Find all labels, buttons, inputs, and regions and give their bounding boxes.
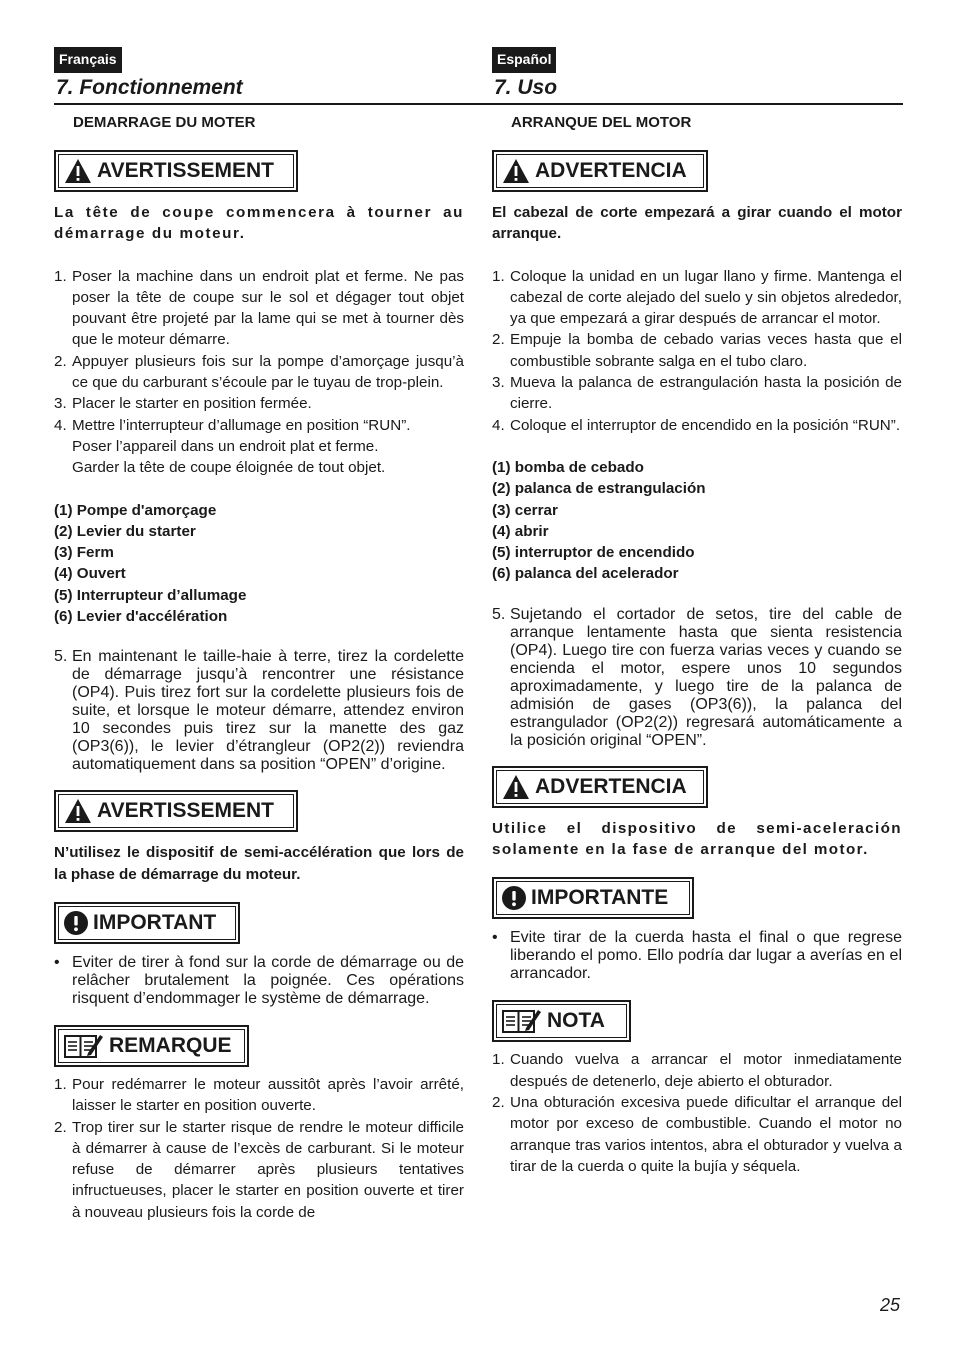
warning-text-spanish-2: Utilice el dispositivo de semi-aceleración solamente en la fase de arranque del motor. [492,819,902,859]
list-item: 2. Una obturación excesiva puede dificultar el arranque del motor por exceso de combustible. Cuando el motor no arranque tras varios intentos, abra el obturador y vuelva a tirar de la cuerda o quite la bujía y séquela. [492,1093,902,1175]
part-label: (5) Interrupteur d’allumage [54,586,247,604]
notebook-icon [64,1033,104,1059]
part-label: (4) Ouvert [54,565,126,583]
steps-list-french [54,266,464,479]
part-label: (6) Levier d'accélération [54,608,228,626]
list-item: 4. Mettre l’interrupteur d’allumage en position “RUN”. Poser l’appareil dans un endroit plat et ferme. Garder la tête de coupe éloignée de tout objet. [54,416,411,477]
part-label: (2) Levier du starter [54,522,196,540]
warning-label-french-1: AVERTISSEMENT [97,159,274,182]
warning-label-spanish-1: ADVERTENCIA [535,159,687,182]
warning-box-french-1 [54,150,298,192]
part-label: (1) Pompe d'amorçage [54,501,217,519]
important-box-french [54,902,240,944]
nota-box-spanish [492,1000,631,1042]
list-item: 4. Coloque el interruptor de encendido en la posición “RUN”. [492,416,901,434]
list-item: 2. Empuje la bomba de cebado varias veces hasta que el combustible sobrante salga en el tubo claro. [492,331,902,370]
list-item: 3. Placer le starter en position fermée. [54,395,312,413]
section-title-spanish: 7. Uso [494,76,558,99]
part-label: (4) abrir [492,522,549,540]
part-labels-spanish [492,457,902,585]
language-tab-french: Français [54,47,122,73]
french-content [54,114,464,1223]
steps-list-spanish [492,266,902,436]
warning-triangle-icon [502,158,530,184]
important-label-french: IMPORTANT [93,910,217,934]
warning-text-french-2: N’utilisez le dispositif de semi-accélération que lors de la phase de démarrage du moteur. [54,844,464,883]
list-item: 2. Appuyer plusieurs fois sur la pompe d’amorçage jusqu’à ce que du carburant s’écoule par le tuyau de trop-plein. [54,352,464,392]
nota-label-spanish: NOTA [547,1009,605,1033]
warning-triangle-icon [502,774,530,800]
notebook-icon [502,1008,542,1034]
remarque-list-french [54,1074,464,1223]
part-labels-french [54,500,464,628]
warning-text-french-1: La tête de coupe commencera à tourner au démarrage du moteur. [54,204,464,243]
step-5-french: 5. En maintenant le taille-haie à terre, tirez la cordelette de démarrage jusqu’à rencontrer une résistance (OP4). Puis tirez fort sur la cordelette plusieurs fois de suite, et lorsque le moteur démarre, attendez environ 10 secondes puis tirez sur la manette des gaz (OP3(6)), le levier d’étrangleur (OP2(2)) reviendra automatiquement dans sa position “OPEN” d’origine. [54,648,464,774]
step-5-spanish: 5. Sujetando el cortador de setos, tire del cable de arranque lentamente hasta que sienta resistencia (OP4). Luego tire con fuerza varias veces y cuando se encienda el motor, espere unos 10 segundos aproximadamente, y luego tire de la palanca de admisión de gases (OP3(6)), la palanca del estrangulador (OP2(2)) regresará automáticamente a la posición original “OPEN”. [492,605,902,749]
part-label: (3) cerrar [492,501,558,519]
list-item: 1. Pour redémarrer le moteur aussitôt après l’avoir arrêté, laisser le starter en position ouverte. [54,1075,464,1115]
section-title-french: 7. Fonctionnement [56,76,243,99]
warning-box-french-2 [54,790,298,832]
subheading-french: DEMARRAGE DU MOTER [73,114,256,131]
list-item: 1. Poser la machine dans un endroit plat et ferme. Ne pas poser la tête de coupe sur le sol et dégager tout objet pouvant être projeté par la lame qui se met à tourner dès que le moteur démarre. [54,267,464,349]
list-item: 1. Coloque la unidad en un lugar llano y firme. Mantenga el cabezal de corte alejado del suelo y sin objetos alrededor, ya que empezará a girar después de arrancar el motor. [492,267,902,328]
part-label: (3) Ferm [54,544,114,562]
list-item: 1. Cuando vuelva a arrancar el motor inmediatamente después de detenerlo, deje abierto el obturador. [492,1051,902,1090]
important-bullet-french: • Eviter de tirer à fond sur la corde de démarrage ou de relâcher brutalement la poignée. Ces opérations risquent d’endommager le système de démarrage. [54,953,464,1007]
list-item: 3. Mueva la palanca de estrangulación hasta la posición de cierre. [492,374,902,413]
warning-triangle-icon [64,158,92,184]
warning-label-french-2: AVERTISSEMENT [97,799,274,823]
warning-text-spanish-1: El cabezal de corte empezará a girar cuando el motor arranque. [492,204,902,243]
warning-box-spanish-1 [492,150,708,192]
part-label: (1) bomba de cebado [492,458,644,476]
warning-box-spanish-2 [492,766,708,808]
important-box-spanish [492,877,694,919]
header-rule [54,103,903,105]
list-item: 2. Trop tirer sur le starter risque de rendre le moteur difficile à démarrer à cause de l’excès de carburant. Si le moteur refuse de démarrer après plusieurs tentatives infructueuses, placer le starter en position ouverte et tirer à nouveau plusieurs fois la corde de [54,1118,464,1221]
important-label-spanish: IMPORTANTE [531,886,669,910]
remarque-label-french: REMARQUE [109,1033,232,1057]
warning-triangle-icon [64,798,92,824]
spanish-content [492,114,902,1177]
warning-label-spanish-2: ADVERTENCIA [535,774,687,798]
part-label: (6) palanca del acelerador [492,565,679,583]
part-label: (5) interruptor de encendido [492,544,695,562]
remarque-box-french [54,1025,249,1067]
important-bullet-spanish: • Evite tirar de la cuerda hasta el final o que regrese liberando el pomo. Ello podría dar lugar a averías en el arrancador. [492,929,902,983]
exclamation-icon [64,911,88,935]
subheading-spanish: ARRANQUE DEL MOTOR [511,114,692,131]
exclamation-icon [502,886,526,910]
nota-list-spanish [492,1049,902,1177]
part-label: (2) palanca de estrangulación [492,480,706,498]
page-number: 25 [880,1295,901,1315]
language-tab-spanish: Español [492,47,556,73]
